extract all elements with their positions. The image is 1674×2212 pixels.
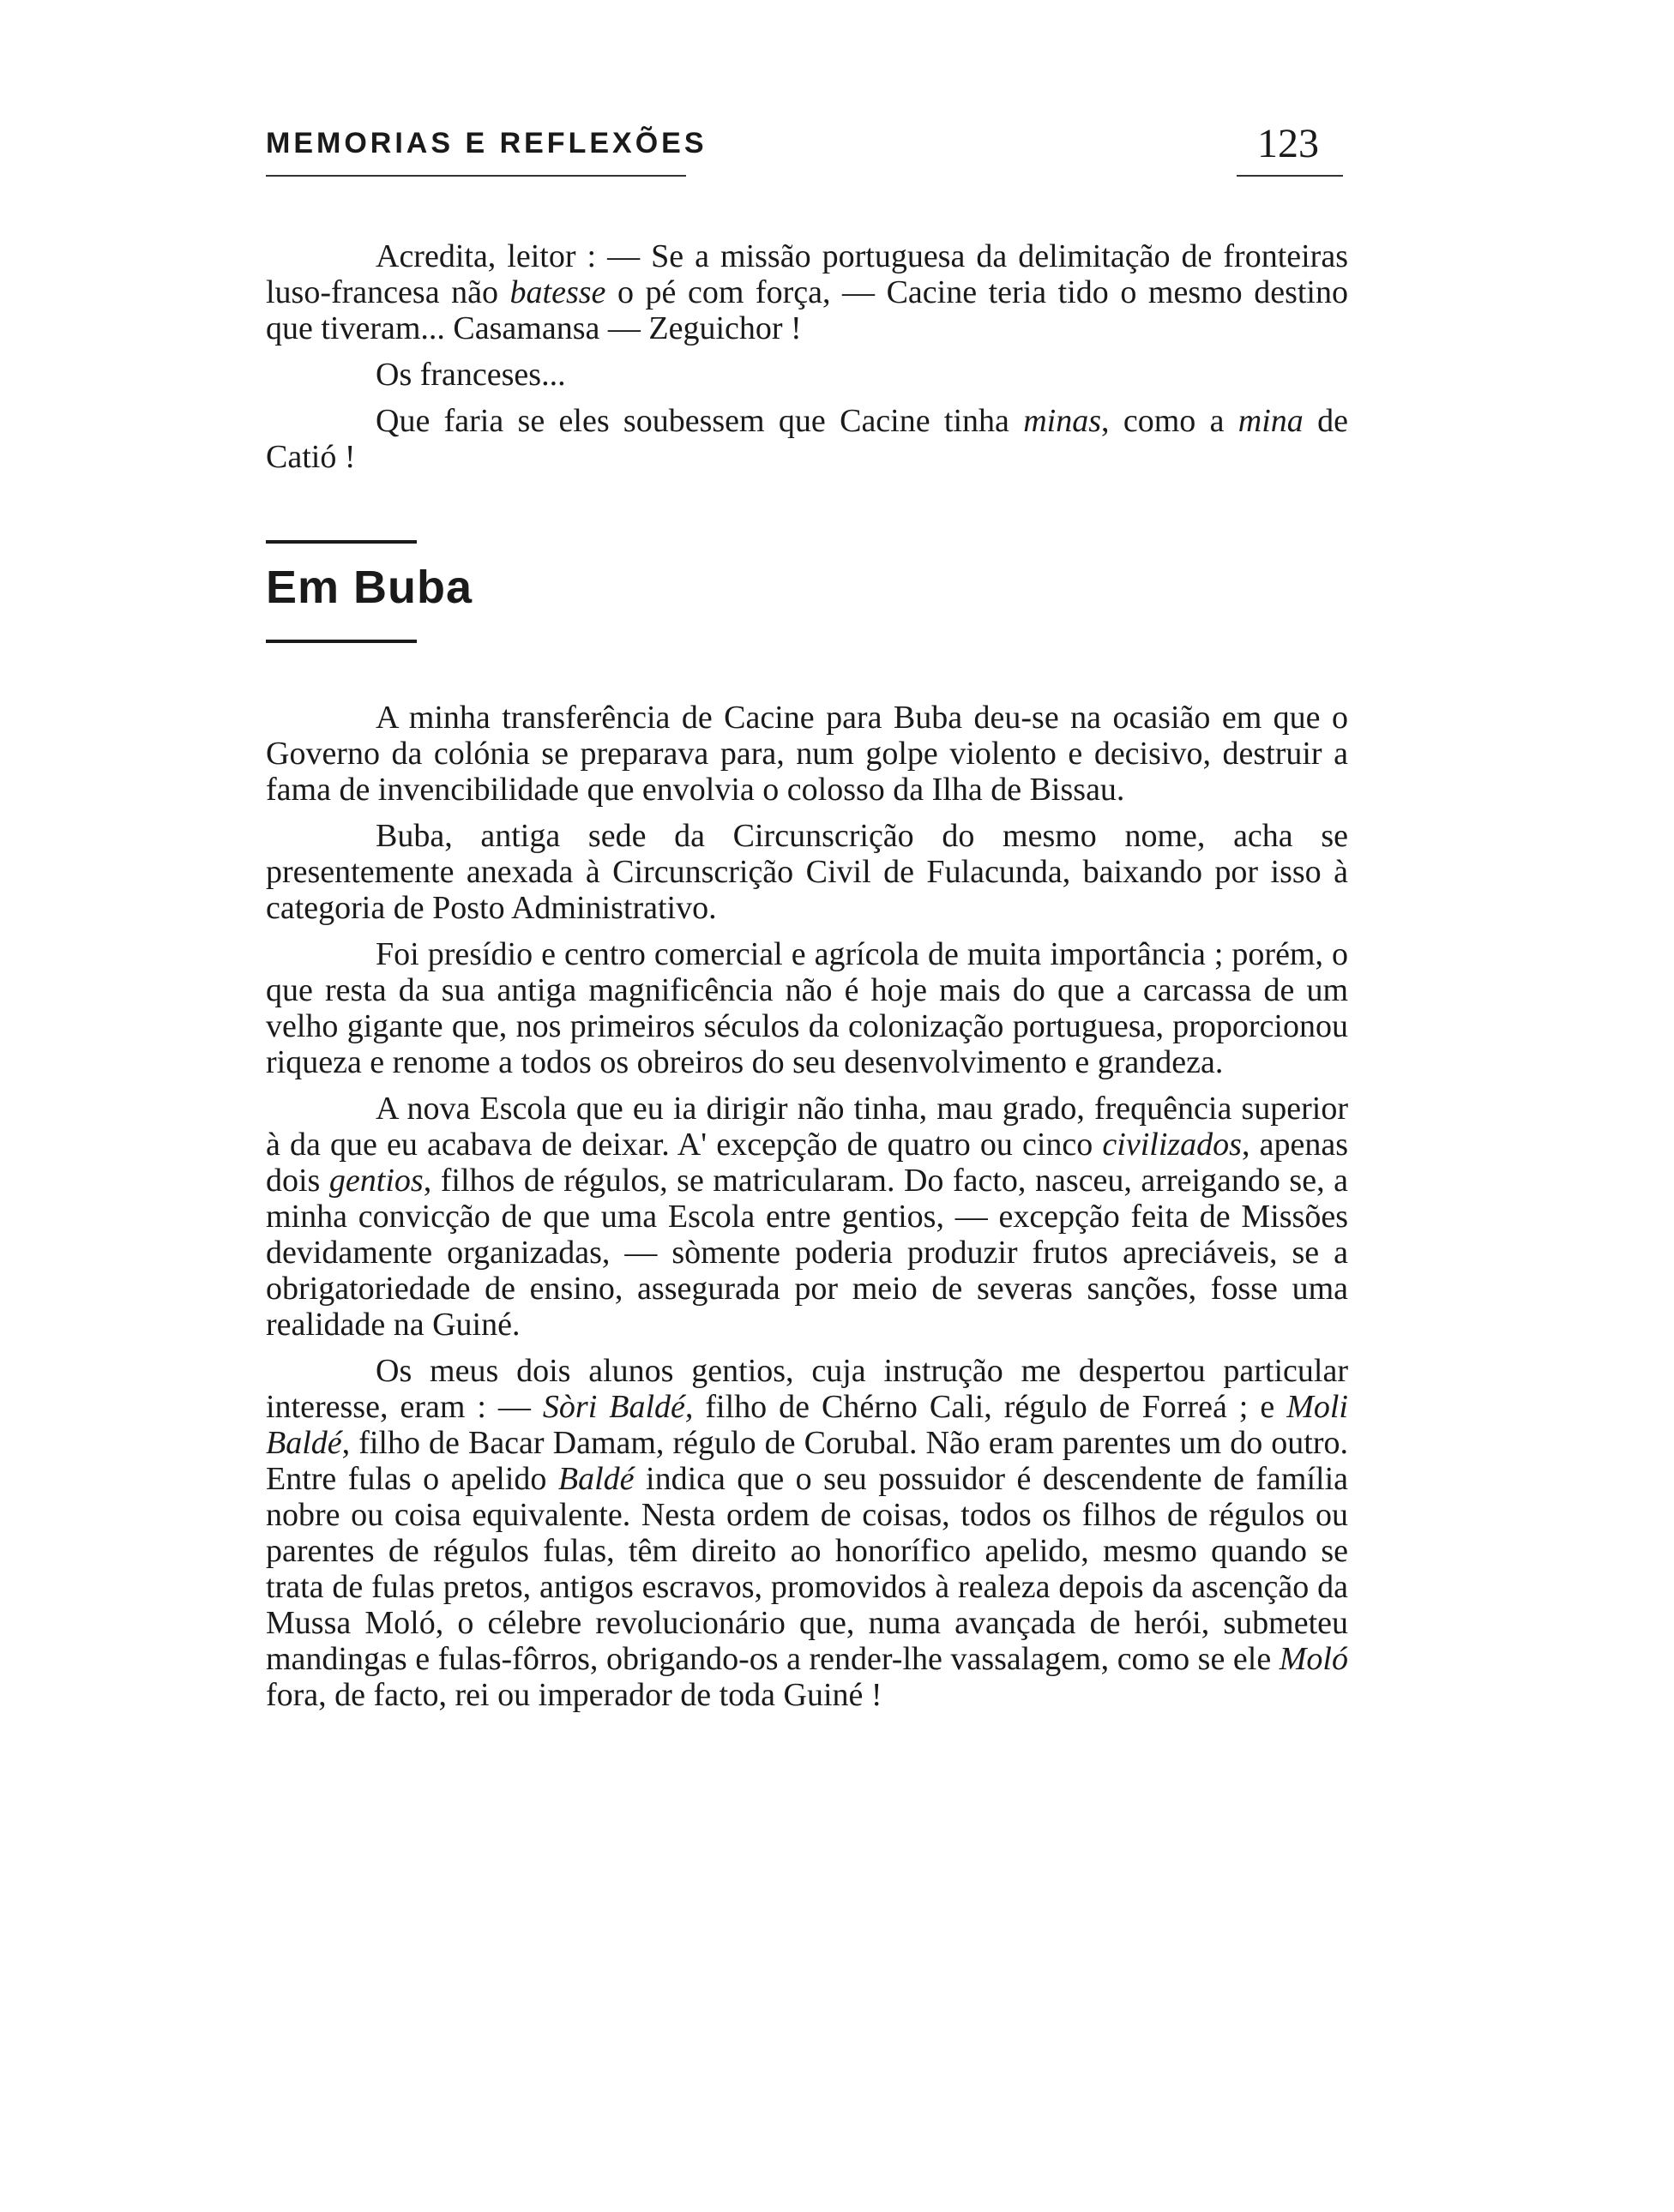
- running-header-title: MEMORIAS E REFLEXÕES: [266, 127, 708, 159]
- italic-run: civilizados: [1102, 1127, 1242, 1163]
- intro-paragraph-2: Os franceses...: [376, 357, 566, 393]
- header-rule-left: [266, 175, 686, 177]
- body-paragraph-4: [266, 1091, 1348, 1343]
- body-paragraph-3: Foi presídio e centro comercial e agrícola de muita importância ; porém, o que resta da sua antiga magnificência não é hoje mais do que a carcassa de um velho gigante que, nos primeiros séculos da colonização portuguesa, proporcionou riqueza e renome a todos os obreiros do seu desenvolvimento e grandeza.: [266, 936, 1348, 1080]
- text-run: de Catió !: [266, 403, 1348, 475]
- text-run: , filho de Bacar Damam, régulo de Corubal. Não eram parentes um do outro. Entre fulas o apelido: [266, 1425, 1348, 1497]
- text-run: Os meus dois alunos gentios, cuja instrução me despertou particular interesse, eram : —: [266, 1353, 1348, 1425]
- text-run: , filhos de régulos, se matricularam. Do facto, nasceu, arreigando se, a minha convicção de que uma Escola entre gentios, — excepção feita de Missões devidamente organizadas, — sòmente poderia produzir frutos apreciáveis, se a obrigatoriedade de ensino, assegurada por meio de severas sanções, fosse uma realidade na Guiné.: [266, 1163, 1348, 1343]
- text-run: filho de Chérno Cali, régulo de Forreá ; e: [693, 1389, 1287, 1425]
- italic-run: Sòri Baldé,: [542, 1389, 694, 1425]
- section-rule-top: [266, 540, 417, 544]
- section-rule-bottom: [266, 640, 417, 643]
- italic-run: Baldé: [557, 1461, 635, 1497]
- text-run: Acredita, leitor : — Se a missão portuguesa da delimitação de fronteiras luso-francesa não: [266, 238, 1348, 310]
- italic-run: minas: [1023, 403, 1102, 439]
- section-title: Em Buba: [266, 562, 473, 613]
- text-run: , apenas dois: [266, 1127, 1348, 1199]
- page-number: 123: [1257, 121, 1319, 166]
- italic-run: Moló: [1279, 1641, 1348, 1677]
- text-run: Que faria se eles soubessem que Cacine tinha: [376, 403, 1024, 439]
- body-paragraph-5: [266, 1353, 1348, 1713]
- text-run: indica que o seu possuidor é descendente de família nobre ou coisa equivalente. Nesta ordem de coisas, todos os filhos de régulos ou parentes de régulos fulas, têm direito ao honorífico apelido, mesmo quando se trata de fulas pretos, antigos escravos, promovidos à realeza depois da ascenção da Mussa Moló, o célebre revolucionário que, numa avançada de herói, submeteu mandingas e fulas-fôrros, obrigando-os a render-lhe vassalagem, como se ele: [266, 1461, 1348, 1677]
- text-run: A nova Escola que eu ia dirigir não tinha, mau grado, frequência superior à da que eu acabava de deixar. A' excepção de quatro ou cinco: [266, 1091, 1348, 1163]
- section-body-text: [266, 700, 1348, 1723]
- body-paragraph-2: Buba, antiga sede da Circunscrição do mesmo nome, acha se presentemente anexada à Circunscrição Civil de Fulacunda, baixando por isso à categoria de Posto Administrativo.: [266, 818, 1348, 926]
- text-run: o pé com força, — Cacine teria tido o mesmo destino que tiveram... Casamansa — Zeguichor !: [266, 274, 1348, 346]
- text-run: fora, de facto, rei ou imperador de toda Guiné !: [266, 1677, 882, 1713]
- text-run: , como a: [1101, 403, 1238, 439]
- intro-text: [266, 238, 1348, 485]
- intro-paragraph-3: [266, 403, 1348, 475]
- italic-run: gentios: [328, 1163, 424, 1199]
- intro-paragraph-1: [266, 238, 1348, 346]
- italic-run: batesse: [509, 274, 606, 310]
- body-paragraph-1: A minha transferência de Cacine para Buba deu-se na ocasião em que o Governo da colónia se preparava para, num golpe violento e decisivo, destruir a fama de invencibilidade que envolvia o colosso da Ilha de Bissau.: [266, 700, 1348, 808]
- header-rule-right: [1237, 175, 1343, 177]
- italic-run: mina: [1237, 403, 1304, 439]
- italic-run: Moli Baldé: [266, 1389, 1348, 1461]
